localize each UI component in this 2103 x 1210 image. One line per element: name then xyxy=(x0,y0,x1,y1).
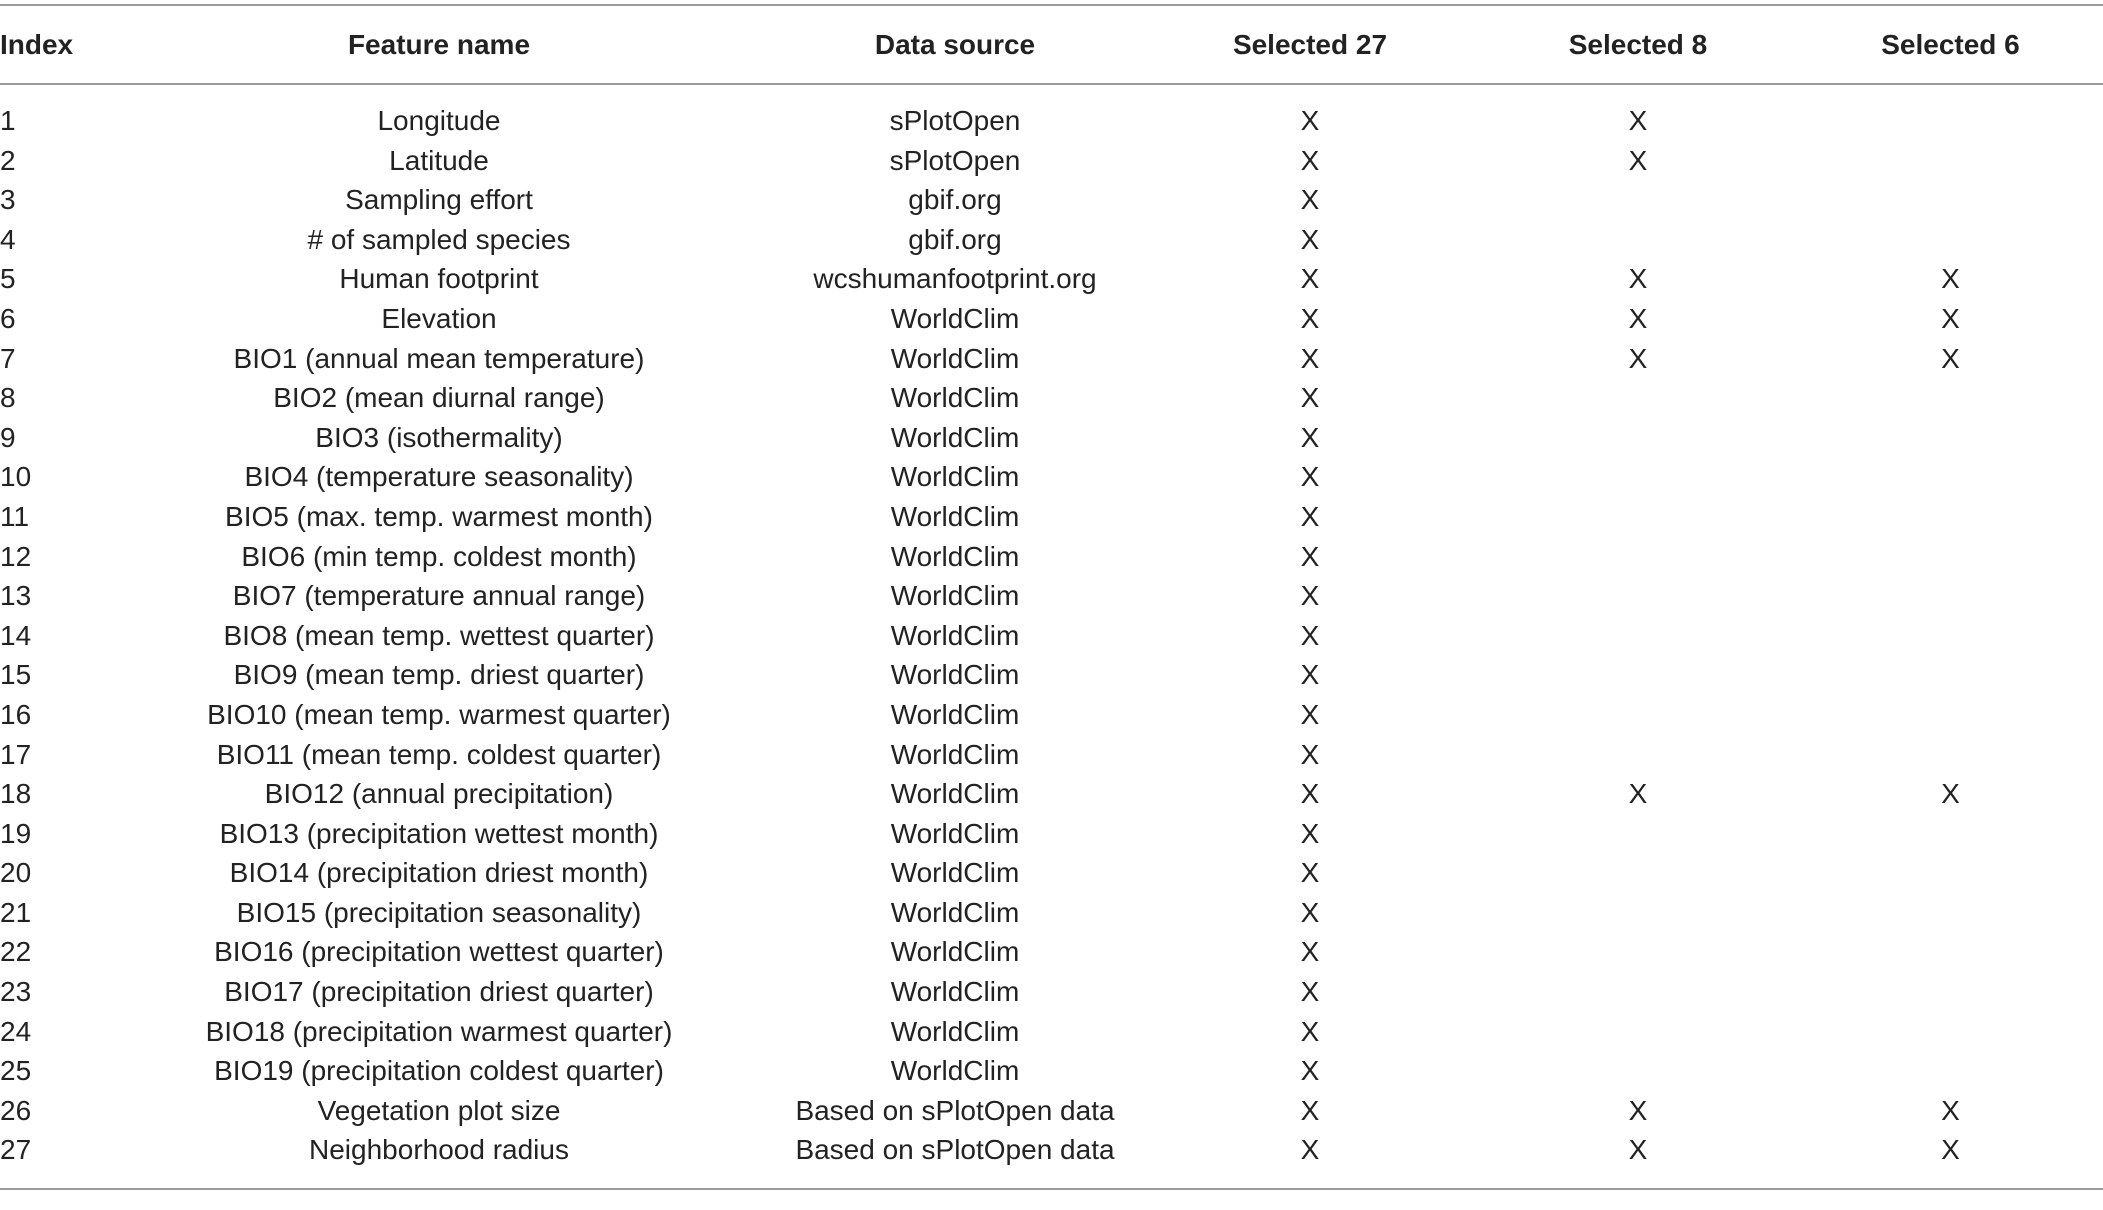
cell-selected-27: X xyxy=(1300,421,1320,453)
cell-index: 26 xyxy=(0,1094,32,1126)
cell-feature-name: BIO4 (temperature seasonality) xyxy=(244,461,634,493)
cell-data-source: WorldClim xyxy=(890,1055,1020,1087)
cell-selected-6 xyxy=(1798,932,2103,972)
cell-selected-6 xyxy=(1798,378,2103,418)
cell-index: 17 xyxy=(0,738,32,770)
table-row xyxy=(0,220,2103,260)
cell-feature-name: # of sampled species xyxy=(307,223,571,255)
table-header xyxy=(0,5,2103,84)
header-selected-6: Selected 6 xyxy=(1798,5,2103,84)
table-row xyxy=(0,141,2103,181)
table-row xyxy=(0,1091,2103,1131)
cell-data-source: Based on sPlotOpen data xyxy=(795,1094,1115,1126)
feature-table-container xyxy=(0,4,2103,1190)
feature-table xyxy=(0,4,2103,1190)
cell-data-source: WorldClim xyxy=(890,738,1020,770)
cell-selected-27: X xyxy=(1300,580,1320,612)
cell-selected-8 xyxy=(1478,616,1798,656)
cell-data-source: gbif.org xyxy=(908,184,1002,216)
cell-index: 6 xyxy=(0,302,16,334)
cell-selected-27: X xyxy=(1300,619,1320,651)
cell-selected-27: X xyxy=(1300,738,1320,770)
cell-data-source: WorldClim xyxy=(890,421,1020,453)
cell-feature-name: BIO12 (annual precipitation) xyxy=(264,778,614,810)
cell-selected-6 xyxy=(1798,972,2103,1012)
cell-feature-name: Longitude xyxy=(377,105,501,136)
table-row xyxy=(0,932,2103,972)
cell-data-source: gbif.org xyxy=(908,223,1002,255)
cell-data-source: WorldClim xyxy=(890,976,1020,1008)
cell-data-source: WorldClim xyxy=(890,342,1020,374)
cell-data-source: Based on sPlotOpen data xyxy=(768,1130,1142,1189)
cell-selected-6 xyxy=(1798,141,2103,181)
cell-feature-name: BIO6 (min temp. coldest month) xyxy=(241,540,637,572)
cell-feature-name: BIO1 (annual mean temperature) xyxy=(233,342,645,374)
cell-index: 10 xyxy=(0,461,32,493)
cell-selected-6 xyxy=(1798,457,2103,497)
table-row xyxy=(0,1051,2103,1091)
cell-feature-name: BIO17 (precipitation driest quarter) xyxy=(224,976,654,1008)
cell-index: 8 xyxy=(0,382,16,414)
cell-feature-name: BIO19 (precipitation coldest quarter) xyxy=(214,1055,664,1087)
table-row xyxy=(0,84,2103,141)
table-row xyxy=(0,972,2103,1012)
cell-feature-name: BIO2 (mean diurnal range) xyxy=(273,382,605,414)
cell-selected-27: X xyxy=(1300,778,1320,810)
cell-selected-6 xyxy=(1798,1012,2103,1052)
cell-index: 13 xyxy=(0,580,32,612)
cell-selected-27: X xyxy=(1300,659,1320,691)
cell-data-source: WorldClim xyxy=(890,857,1020,889)
cell-selected-6 xyxy=(1798,418,2103,458)
cell-selected-8 xyxy=(1478,1051,1798,1091)
header-selected-8: Selected 8 xyxy=(1478,5,1798,84)
cell-index: 22 xyxy=(0,936,32,968)
cell-index: 20 xyxy=(0,857,32,889)
cell-index: 12 xyxy=(0,540,32,572)
cell-data-source: WorldClim xyxy=(890,619,1020,651)
cell-selected-6 xyxy=(1798,695,2103,735)
cell-selected-6 xyxy=(1798,180,2103,220)
table-row xyxy=(0,1130,2103,1189)
cell-selected-8: X xyxy=(1628,342,1648,374)
cell-selected-6: X xyxy=(1798,1130,2103,1189)
cell-index: 1 xyxy=(0,105,16,136)
cell-selected-8 xyxy=(1478,220,1798,260)
cell-selected-27: X xyxy=(1142,1130,1478,1189)
cell-selected-6 xyxy=(1798,893,2103,933)
cell-index: 5 xyxy=(0,263,16,295)
cell-selected-8: X xyxy=(1628,778,1648,810)
cell-selected-8 xyxy=(1478,378,1798,418)
cell-index: 24 xyxy=(0,1015,32,1047)
cell-data-source: WorldClim xyxy=(890,659,1020,691)
table-row xyxy=(0,497,2103,537)
cell-index: 11 xyxy=(0,500,30,532)
cell-selected-8 xyxy=(1478,893,1798,933)
cell-feature-name: BIO15 (precipitation seasonality) xyxy=(236,896,642,928)
header-row xyxy=(0,5,2103,84)
cell-feature-name: Vegetation plot size xyxy=(317,1094,561,1126)
cell-selected-8 xyxy=(1478,972,1798,1012)
cell-index: 15 xyxy=(0,659,32,691)
table-row xyxy=(0,695,2103,735)
cell-index: 2 xyxy=(0,144,16,176)
cell-selected-6: X xyxy=(1941,263,1960,295)
cell-selected-27: X xyxy=(1300,500,1320,532)
cell-feature-name: BIO11 (mean temp. coldest quarter) xyxy=(216,738,662,770)
cell-selected-27: X xyxy=(1300,144,1320,176)
cell-selected-6 xyxy=(1798,84,2103,141)
cell-feature-name: Neighborhood radius xyxy=(110,1130,768,1189)
table-row xyxy=(0,853,2103,893)
cell-selected-6 xyxy=(1798,497,2103,537)
cell-index: 7 xyxy=(0,342,16,374)
cell-data-source: WorldClim xyxy=(890,461,1020,493)
cell-selected-8 xyxy=(1478,735,1798,775)
cell-selected-8: X xyxy=(1628,1094,1648,1126)
cell-selected-6 xyxy=(1798,814,2103,854)
cell-selected-6 xyxy=(1798,537,2103,577)
cell-selected-6 xyxy=(1798,853,2103,893)
cell-index: 27 xyxy=(0,1130,110,1189)
cell-selected-27: X xyxy=(1300,936,1320,968)
cell-data-source: WorldClim xyxy=(890,580,1020,612)
cell-data-source: WorldClim xyxy=(890,896,1020,928)
table-row xyxy=(0,774,2103,814)
cell-feature-name: BIO14 (precipitation driest month) xyxy=(229,857,649,889)
cell-data-source: WorldClim xyxy=(890,1015,1020,1047)
cell-data-source: WorldClim xyxy=(890,778,1020,810)
cell-selected-8 xyxy=(1478,576,1798,616)
cell-selected-6: X xyxy=(1941,342,1960,374)
cell-index: 23 xyxy=(0,976,32,1008)
cell-index: 3 xyxy=(0,184,16,216)
cell-selected-8: X xyxy=(1628,144,1648,176)
table-row xyxy=(0,180,2103,220)
cell-selected-6: X xyxy=(1941,778,1960,810)
cell-selected-8 xyxy=(1478,655,1798,695)
cell-selected-27: X xyxy=(1300,698,1320,730)
cell-index: 19 xyxy=(0,817,32,849)
cell-feature-name: Human footprint xyxy=(339,263,539,295)
cell-selected-6 xyxy=(1798,655,2103,695)
table-row xyxy=(0,616,2103,656)
table-row xyxy=(0,576,2103,616)
cell-selected-27: X xyxy=(1300,896,1320,928)
cell-data-source: WorldClim xyxy=(890,302,1020,334)
cell-data-source: WorldClim xyxy=(890,817,1020,849)
cell-selected-6 xyxy=(1798,576,2103,616)
cell-feature-name: Latitude xyxy=(389,144,489,176)
cell-selected-27: X xyxy=(1300,223,1320,255)
cell-selected-27: X xyxy=(1300,1094,1320,1126)
cell-feature-name: BIO7 (temperature annual range) xyxy=(232,580,646,612)
table-row xyxy=(0,299,2103,339)
cell-selected-27: X xyxy=(1300,184,1320,216)
header-data-source: Data source xyxy=(768,5,1142,84)
cell-data-source: WorldClim xyxy=(890,698,1020,730)
cell-selected-8 xyxy=(1478,853,1798,893)
cell-selected-8: X xyxy=(1628,263,1648,295)
table-row xyxy=(0,893,2103,933)
table-row xyxy=(0,655,2103,695)
table-row xyxy=(0,418,2103,458)
cell-feature-name: BIO10 (mean temp. warmest quarter) xyxy=(207,698,671,730)
cell-feature-name: Elevation xyxy=(381,302,497,334)
table-row xyxy=(0,537,2103,577)
cell-selected-6 xyxy=(1798,1051,2103,1091)
cell-selected-8 xyxy=(1478,497,1798,537)
table-row xyxy=(0,339,2103,379)
cell-selected-27: X xyxy=(1300,342,1320,374)
header-feature-name: Feature name xyxy=(110,5,768,84)
cell-feature-name: Sampling effort xyxy=(345,184,533,216)
table-row xyxy=(0,814,2103,854)
table-row xyxy=(0,1012,2103,1052)
cell-selected-27: X xyxy=(1300,976,1320,1008)
cell-data-source: sPlotOpen xyxy=(889,105,1021,136)
cell-feature-name: BIO13 (precipitation wettest month) xyxy=(219,817,659,849)
cell-index: 21 xyxy=(0,896,32,928)
cell-selected-6 xyxy=(1798,220,2103,260)
cell-selected-27: X xyxy=(1300,263,1320,295)
cell-selected-27: X xyxy=(1300,540,1320,572)
cell-data-source: WorldClim xyxy=(890,382,1020,414)
cell-feature-name: BIO9 (mean temp. driest quarter) xyxy=(233,659,645,691)
cell-selected-8 xyxy=(1478,932,1798,972)
cell-data-source: WorldClim xyxy=(890,540,1020,572)
header-selected-27: Selected 27 xyxy=(1142,5,1478,84)
cell-index: 14 xyxy=(0,619,32,651)
cell-index: 25 xyxy=(0,1055,32,1087)
cell-selected-8 xyxy=(1478,418,1798,458)
cell-selected-27: X xyxy=(1300,382,1320,414)
cell-feature-name: BIO18 (precipitation warmest quarter) xyxy=(205,1015,673,1047)
cell-selected-8 xyxy=(1478,814,1798,854)
table-body xyxy=(0,84,2103,1189)
table-row xyxy=(0,457,2103,497)
cell-selected-6 xyxy=(1798,735,2103,775)
cell-selected-8: X xyxy=(1628,105,1648,136)
cell-index: 9 xyxy=(0,421,16,453)
cell-data-source: WorldClim xyxy=(890,936,1020,968)
table-row xyxy=(0,378,2103,418)
cell-selected-27: X xyxy=(1300,461,1320,493)
cell-selected-27: X xyxy=(1300,1055,1320,1087)
cell-selected-8 xyxy=(1478,537,1798,577)
header-index: Index xyxy=(0,5,110,84)
cell-selected-27: X xyxy=(1300,857,1320,889)
cell-selected-8 xyxy=(1478,180,1798,220)
cell-index: 18 xyxy=(0,778,32,810)
cell-feature-name: BIO3 (isothermality) xyxy=(315,421,563,453)
cell-selected-8 xyxy=(1478,695,1798,735)
cell-feature-name: BIO16 (precipitation wettest quarter) xyxy=(214,936,664,968)
cell-selected-6 xyxy=(1798,616,2103,656)
cell-selected-8: X xyxy=(1478,1130,1798,1189)
cell-feature-name: BIO8 (mean temp. wettest quarter) xyxy=(223,619,655,651)
cell-index: 4 xyxy=(0,223,16,255)
cell-data-source: WorldClim xyxy=(890,500,1020,532)
cell-selected-8 xyxy=(1478,1012,1798,1052)
cell-data-source: wcshumanfootprint.org xyxy=(813,263,1097,295)
cell-selected-6: X xyxy=(1941,1094,1960,1126)
table-row xyxy=(0,259,2103,299)
cell-selected-8: X xyxy=(1628,302,1648,334)
cell-feature-name: BIO5 (max. temp. warmest month) xyxy=(225,500,653,532)
cell-selected-6: X xyxy=(1941,302,1960,334)
cell-selected-27: X xyxy=(1300,1015,1320,1047)
cell-data-source: sPlotOpen xyxy=(889,144,1021,176)
cell-selected-8 xyxy=(1478,457,1798,497)
table-row xyxy=(0,735,2103,775)
cell-selected-27: X xyxy=(1300,817,1320,849)
cell-index: 16 xyxy=(0,698,32,730)
cell-selected-27: X xyxy=(1300,302,1320,334)
cell-selected-27: X xyxy=(1300,105,1320,136)
